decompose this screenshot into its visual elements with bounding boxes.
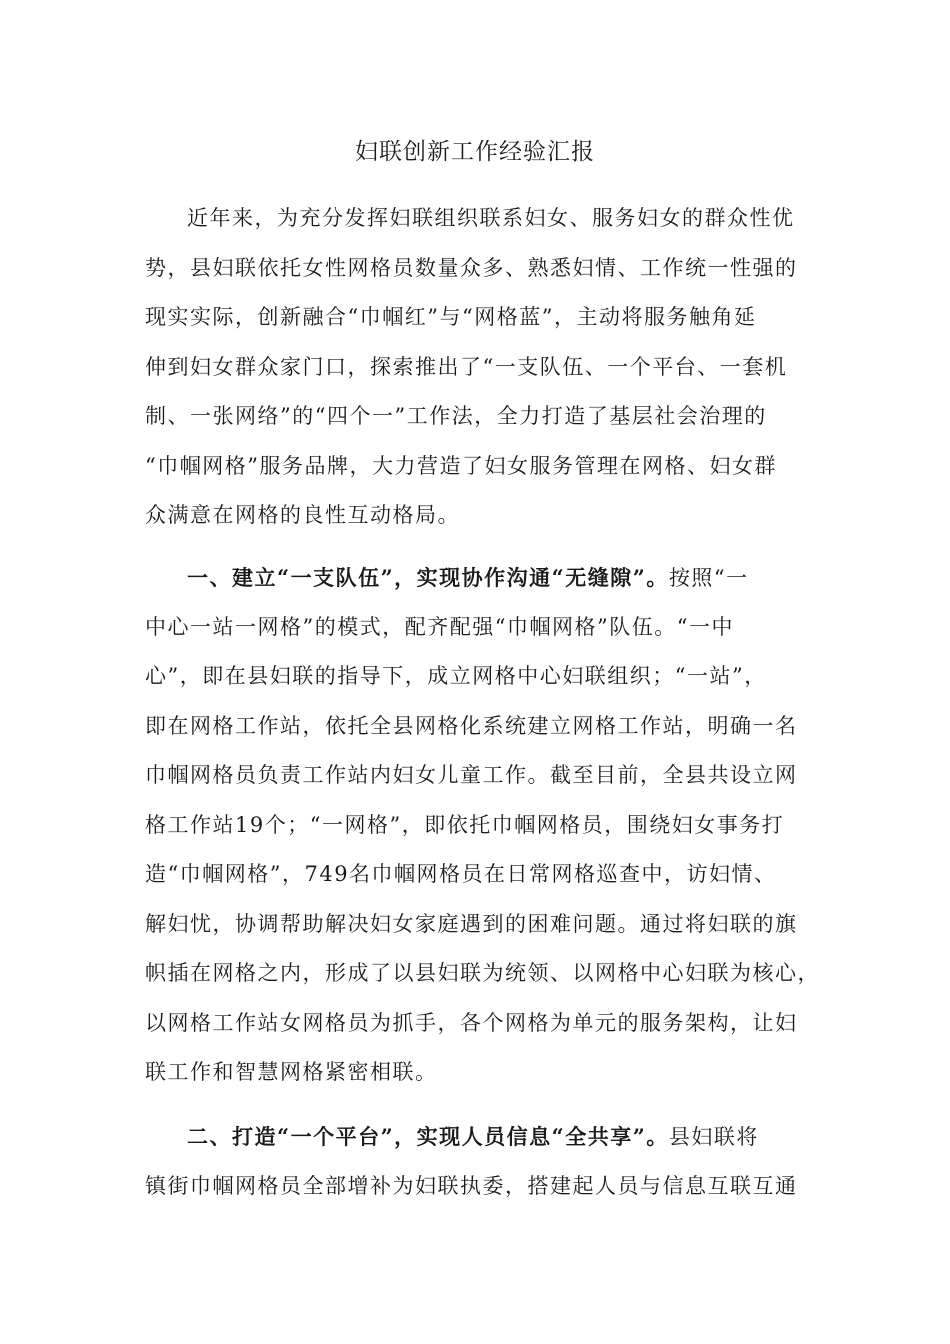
text-line: 近年来，为充分发挥妇联组织联系妇女、服务妇女的群众性优 [187, 206, 795, 230]
text-line: 中心一站一网格”的模式，配齐配强“巾帼网格”队伍。“一中 [145, 614, 734, 639]
paragraph-intro [145, 194, 807, 541]
text-line [145, 553, 807, 603]
text-line: 即在网格工作站，依托全县网格化系统建立网格工作站，明确一名 [145, 713, 798, 738]
text-line: 现实实际，创新融合“巾帼红”与“网格蓝”，主动将服务触角延 [145, 305, 757, 329]
section-heading: 二、打造“一个平台”，实现人员信息“全共享”。 [187, 1124, 669, 1149]
text-line: 心”，即在县妇联的指导下，成立网格中心妇联组织；“一站”， [145, 664, 767, 688]
text-line: “巾帼网格”服务品牌，大力营造了妇女服务管理在网格、妇女群 [145, 453, 777, 478]
paragraph-section-2 [145, 1112, 807, 1211]
text-line: 势，县妇联依托女性网格员数量众多、熟悉妇情、工作统一性强的 [145, 255, 798, 280]
text-line: 众满意在网格的良性互动格局。 [145, 503, 460, 527]
text-line: 以网格工作站女网格员为抓手，各个网格为单元的服务架构，让妇 [145, 1010, 798, 1035]
text-line: 巾帼网格员负责工作站内妇女儿童工作。截至目前，全县共设立网 [145, 763, 798, 787]
text-line: 格工作站19个；“一网格”，即依托巾帼网格员，围绕妇女事务打 [145, 812, 785, 837]
text-line: 镇街巾帼网格员全部增补为妇联执委，搭建起人员与信息互联互通 [145, 1173, 798, 1198]
text-run: 按照“一 [668, 566, 749, 590]
text-line: 解妇忧，协调帮助解决妇女家庭遇到的困难问题。通过将妇联的旗 [145, 911, 798, 936]
text-line: 联工作和智慧网格紧密相联。 [145, 1060, 438, 1084]
text-line: 造“巾帼网格”，749名巾帼网格员在日常网格巡查中，访妇情、 [145, 862, 777, 886]
text-line: 伸到妇女群众家门口，探索推出了“一支队伍、一个平台、一套机 [145, 354, 788, 379]
text-line [145, 1112, 807, 1162]
section-heading: 一、建立“一支队伍”，实现协作沟通“无缝隙”。 [187, 565, 669, 590]
document-title: 妇联创新工作经验汇报 [355, 139, 595, 165]
text-line: 帜插在网格之内，形成了以县妇联为统领、以网格中心妇联为核心， [145, 961, 820, 985]
paragraph-section-1 [145, 553, 820, 1098]
text-line: 制、一张网络”的“四个一”工作法，全力打造了基层社会治理的 [145, 404, 767, 428]
text-run: 县妇联将 [668, 1125, 759, 1149]
